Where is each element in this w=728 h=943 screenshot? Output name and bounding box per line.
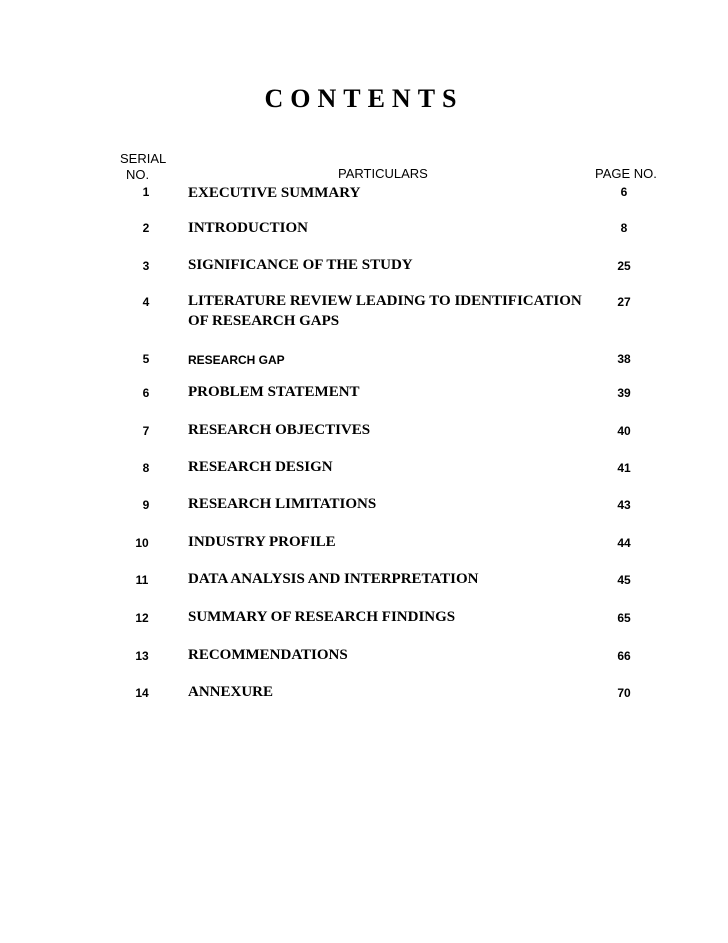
page-number: 27: [617, 295, 631, 309]
particular-title-continued: OF RESEARCH GAPS: [188, 313, 340, 329]
particulars-header: PARTICULARS: [338, 166, 428, 181]
particular-title: ANNEXURE: [188, 684, 274, 700]
page-number: 38: [617, 352, 631, 366]
particular-title: RESEARCH GAP: [188, 353, 285, 367]
page-number: 65: [617, 611, 631, 625]
page-number: 70: [617, 686, 631, 700]
page-number: 45: [617, 573, 631, 587]
page-number: 41: [617, 461, 631, 475]
serial-header-line2: NO.: [126, 167, 150, 182]
serial-number: 4: [142, 295, 150, 309]
page-number: 40: [617, 424, 631, 438]
page-number: 43: [617, 498, 631, 512]
page-no-header: PAGE NO.: [595, 166, 657, 181]
page-number: 39: [617, 386, 631, 400]
page-number: 8: [620, 221, 628, 235]
serial-number: 10: [135, 536, 149, 550]
page-number: 66: [617, 649, 631, 663]
particular-title: RESEARCH OBJECTIVES: [188, 422, 371, 438]
serial-number: 3: [142, 259, 150, 273]
particular-title: INTRODUCTION: [188, 220, 309, 236]
serial-header-line1: SERIAL: [120, 151, 167, 166]
serial-number: 5: [142, 352, 150, 366]
serial-number: 12: [135, 611, 149, 625]
particular-title: INDUSTRY PROFILE: [188, 534, 336, 550]
serial-number: 14: [135, 686, 149, 700]
serial-number: 11: [135, 573, 149, 587]
page-number: 44: [617, 536, 631, 550]
serial-number: 1: [142, 185, 150, 199]
page-title: CONTENTS: [264, 84, 464, 113]
particular-title: RESEARCH LIMITATIONS: [188, 496, 377, 512]
serial-no-header: [120, 151, 170, 183]
particular-title: SIGNIFICANCE OF THE STUDY: [188, 257, 413, 273]
particular-title: PROBLEM STATEMENT: [188, 384, 360, 400]
particular-title: RECOMMENDATIONS: [188, 647, 348, 663]
page-number: 6: [620, 185, 628, 199]
serial-number: 2: [142, 221, 150, 235]
particular-title: DATA ANALYSIS AND INTERPRETATION: [188, 571, 479, 587]
page-number: 25: [617, 259, 631, 273]
serial-number: 9: [142, 498, 150, 512]
serial-number: 13: [135, 649, 149, 663]
particular-title: EXECUTIVE SUMMARY: [188, 185, 361, 201]
particular-title: LITERATURE REVIEW LEADING TO IDENTIFICATION: [188, 293, 582, 309]
particular-title: SUMMARY OF RESEARCH FINDINGS: [188, 609, 456, 625]
serial-number: 6: [142, 386, 150, 400]
serial-number: 8: [142, 461, 150, 475]
particular-title: RESEARCH DESIGN: [188, 459, 333, 475]
serial-number: 7: [142, 424, 150, 438]
